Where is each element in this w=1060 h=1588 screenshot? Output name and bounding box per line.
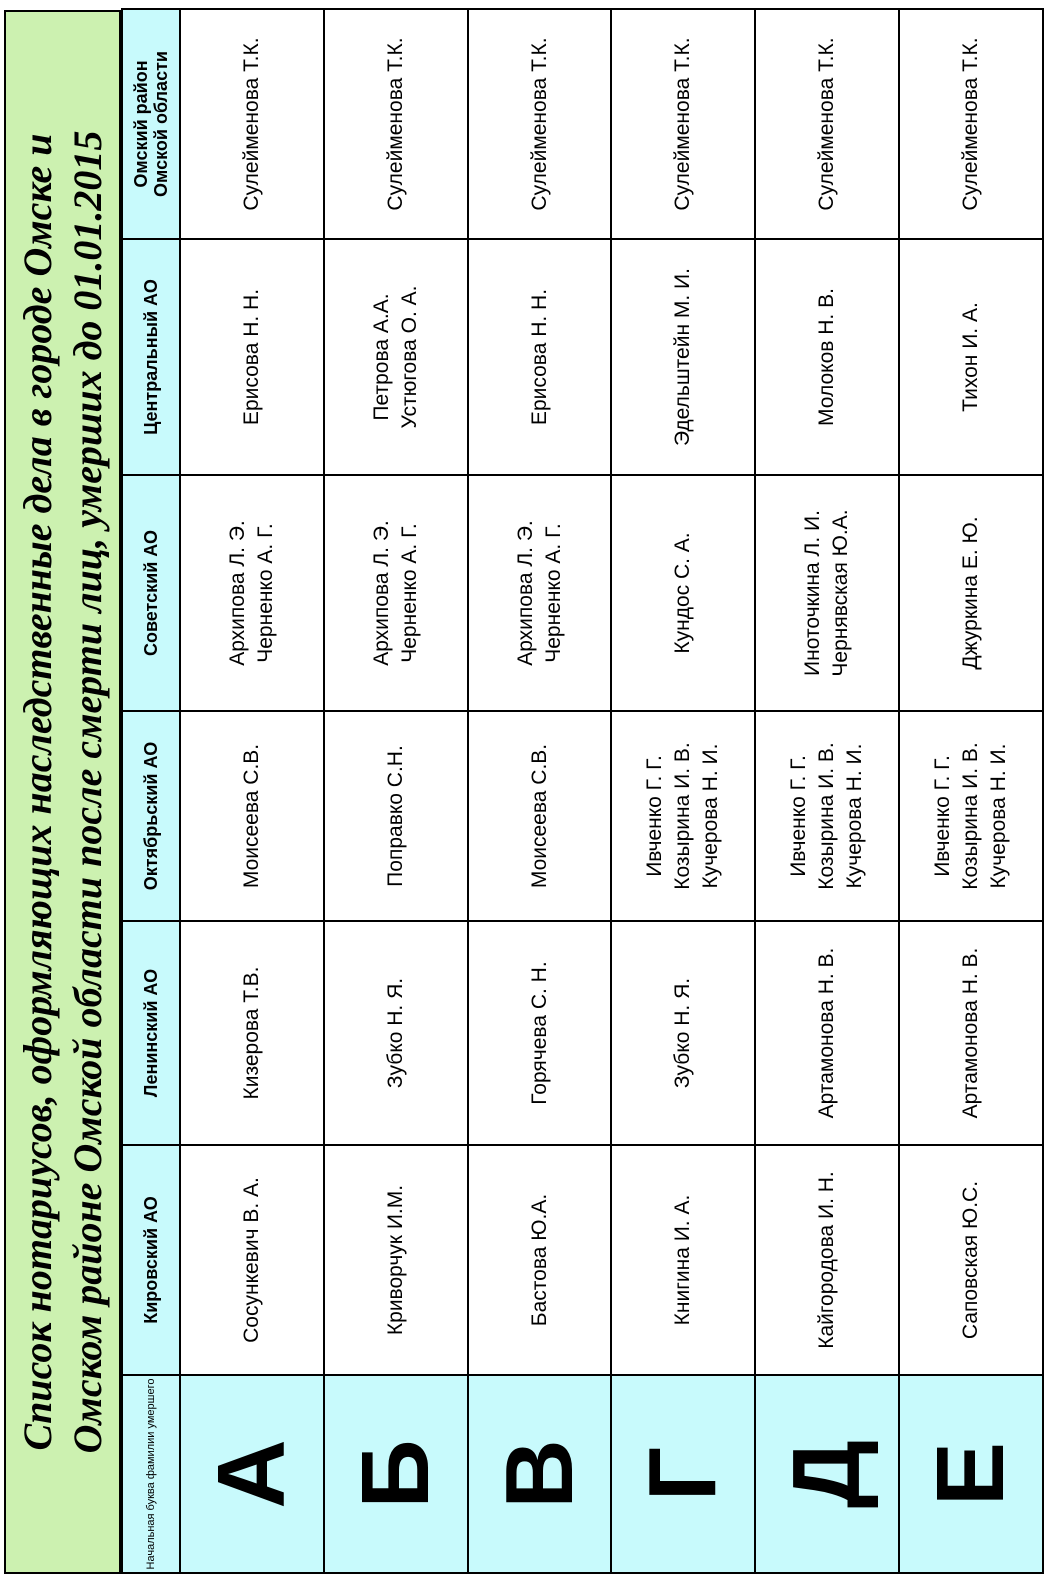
notary-cell: Зубко Н. Я. bbox=[324, 921, 468, 1145]
notary-cell: Кайгородова И. Н. bbox=[755, 1145, 899, 1375]
notary-cell: Эдельштейн М. И. bbox=[611, 239, 755, 475]
notary-cell: Ивченко Г. Г. Козырина И. В. Кучерова Н. И. bbox=[755, 711, 899, 921]
notary-cell: Горячева С. Н. bbox=[468, 921, 612, 1145]
notary-cell: Артамонова Н. В. bbox=[899, 921, 1043, 1145]
notary-cell: Ивченко Г. Г. Козырина И. В. Кучерова Н. И. bbox=[899, 711, 1043, 921]
notary-cell: Сулейменова Т.К. bbox=[611, 9, 755, 239]
row-letter: Г bbox=[611, 1375, 755, 1573]
table-row bbox=[180, 9, 324, 1573]
table-row bbox=[324, 9, 468, 1573]
notary-cell: Сулейменова Т.К. bbox=[755, 9, 899, 239]
column-header-tsentralny: Центральный АО bbox=[122, 239, 180, 475]
notary-cell: Саповская Ю.С. bbox=[899, 1145, 1043, 1375]
notary-cell: Петрова А.А. Устюгова О. А. bbox=[324, 239, 468, 475]
notary-cell: Архипова Л. Э. Черненко А. Г. bbox=[180, 475, 324, 711]
row-letter: А bbox=[180, 1375, 324, 1573]
page-title: Список нотариусов, оформляющих наследственные дела в городе Омске и Омском районе Омской области после смерти лиц, умерших до 01.01.2015 bbox=[14, 130, 110, 1454]
column-header-sovetsky: Советский АО bbox=[122, 475, 180, 711]
notary-cell: Сосункевич В. А. bbox=[180, 1145, 324, 1375]
notary-cell: Зубко Н. Я. bbox=[611, 921, 755, 1145]
notary-cell: Архипова Л. Э. Черненко А. Г. bbox=[324, 475, 468, 711]
title-band bbox=[4, 10, 121, 1574]
notary-cell: Джуркина Е. Ю. bbox=[899, 475, 1043, 711]
notary-cell: Моисеева С.В. bbox=[180, 711, 324, 921]
notary-cell: Кундос С. А. bbox=[611, 475, 755, 711]
notary-cell: Сулейменова Т.К. bbox=[468, 9, 612, 239]
table-row bbox=[755, 9, 899, 1573]
header-row bbox=[122, 9, 180, 1573]
notary-cell: Книгина И. А. bbox=[611, 1145, 755, 1375]
notary-cell: Сулейменова Т.К. bbox=[324, 9, 468, 239]
notary-cell: Бастова Ю.А. bbox=[468, 1145, 612, 1375]
notary-cell: Артамонова Н. В. bbox=[755, 921, 899, 1145]
notary-table bbox=[121, 8, 1044, 1574]
notary-cell: Криворчук И.М. bbox=[324, 1145, 468, 1375]
column-header-oktyabrsky: Октябрьский АО bbox=[122, 711, 180, 921]
row-letter: Е bbox=[899, 1375, 1043, 1573]
notary-cell: Иноточкина Л. И. Чернявская Ю.А. bbox=[755, 475, 899, 711]
table-row bbox=[899, 9, 1043, 1573]
corner-label: Начальная буква фамилии умершего bbox=[122, 1375, 180, 1573]
row-letter: В bbox=[468, 1375, 612, 1573]
notary-cell: Архипова Л. Э. Черненко А. Г. bbox=[468, 475, 612, 711]
notary-cell: Сулейменова Т.К. bbox=[899, 9, 1043, 239]
row-letter: Д bbox=[755, 1375, 899, 1573]
notary-cell: Ерисова Н. Н. bbox=[468, 239, 612, 475]
column-header-kirovsky: Кировский АО bbox=[122, 1145, 180, 1375]
notary-cell: Сулейменова Т.К. bbox=[180, 9, 324, 239]
notary-cell: Тихон И. А. bbox=[899, 239, 1043, 475]
table-row bbox=[611, 9, 755, 1573]
column-header-leninsky: Ленинский АО bbox=[122, 921, 180, 1145]
notary-cell: Моисеева С.В. bbox=[468, 711, 612, 921]
notary-cell: Поправко С.Н. bbox=[324, 711, 468, 921]
row-letter: Б bbox=[324, 1375, 468, 1573]
table-row bbox=[468, 9, 612, 1573]
notary-cell: Ерисова Н. Н. bbox=[180, 239, 324, 475]
notary-cell: Кизерова Т.В. bbox=[180, 921, 324, 1145]
column-header-omsky-rayon: Омский район Омской области bbox=[122, 9, 180, 239]
notary-cell: Ивченко Г. Г. Козырина И. В. Кучерова Н. И. bbox=[611, 711, 755, 921]
notary-cell: Молоков Н. В. bbox=[755, 239, 899, 475]
notary-list-frame bbox=[4, 10, 1044, 1574]
